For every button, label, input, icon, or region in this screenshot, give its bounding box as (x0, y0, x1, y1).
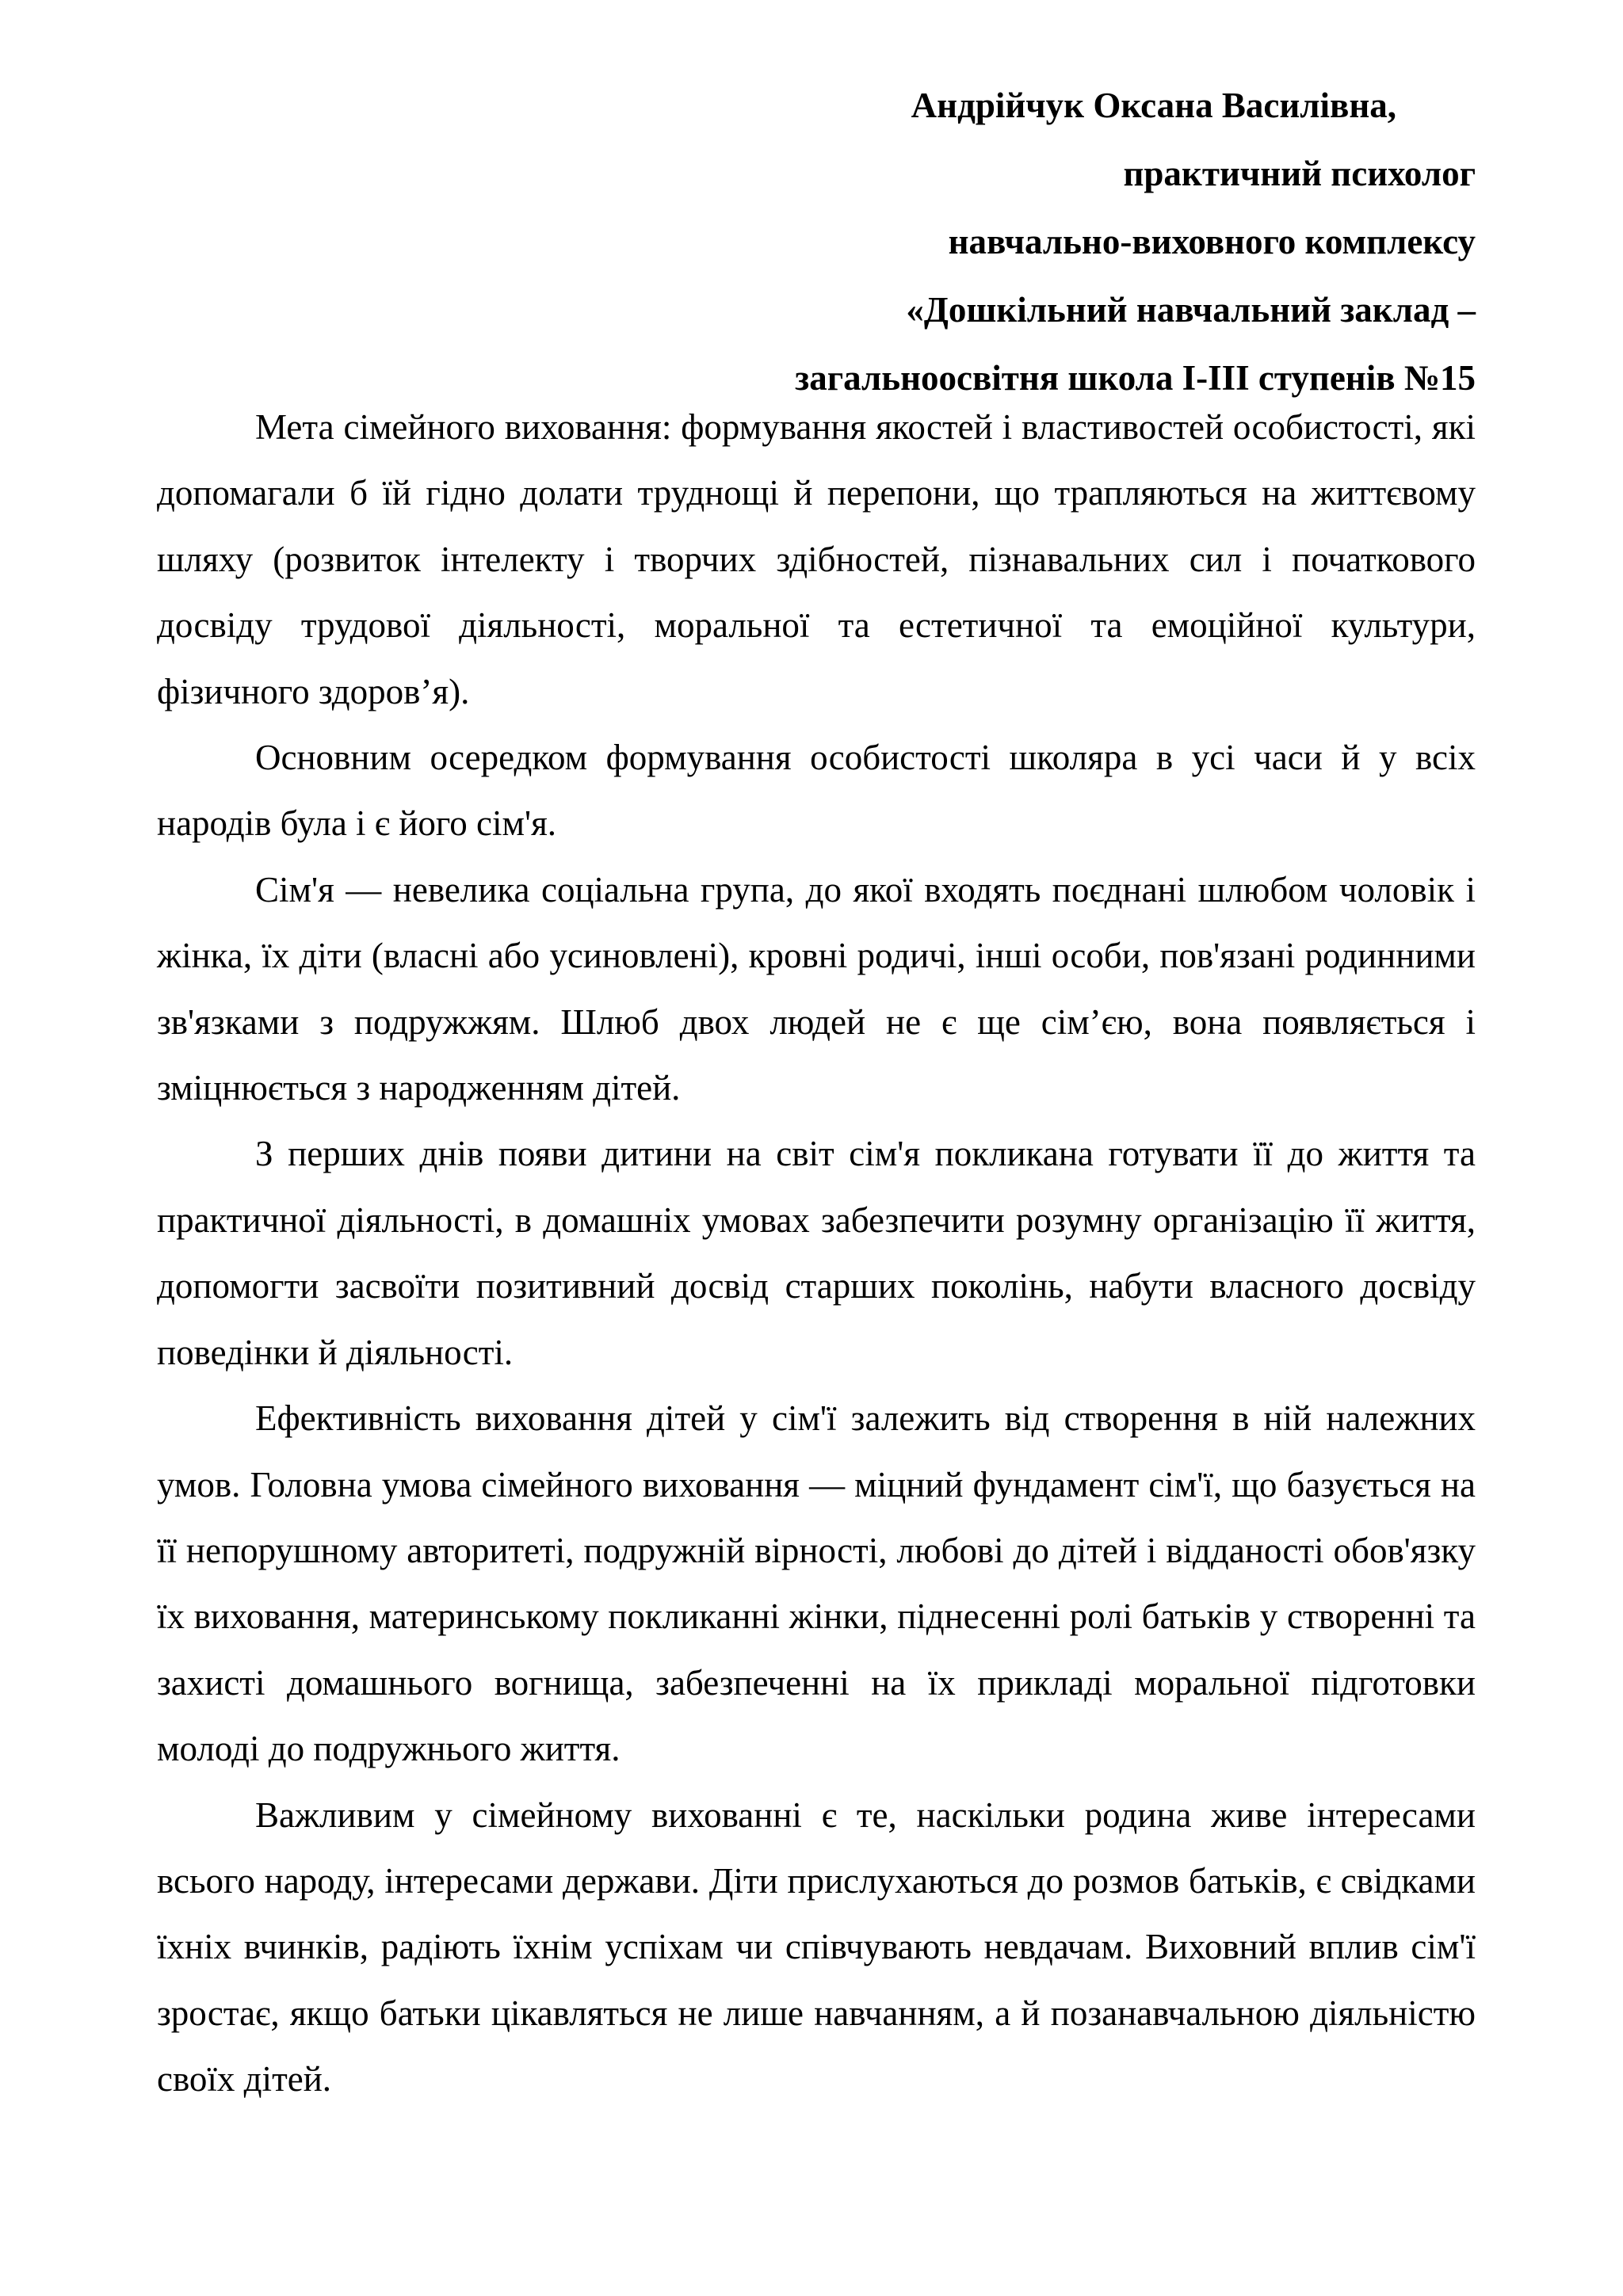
document-body (157, 395, 1476, 2113)
author-position: практичний психолог (1123, 154, 1476, 193)
institution-line-3: загальноосвітня школа І-ІІІ ступенів №15 (795, 358, 1476, 398)
paragraph-family-core: Основним осередком формування особистості школяра в усі часи й у всіх народів була і є його сім'я. (157, 738, 1476, 844)
institution-line-2: «Дошкільний навчальний заклад – (906, 290, 1476, 330)
author-name: Андрійчук Оксана Василівна, (911, 86, 1396, 125)
paragraph-importance: Важливим у сімейному вихованні є те, наскільки родина живе інтересами всього народу, інтересами держави. Діти прислухаються до розмов батьків, є свідками їхніх вчинків, радіють їхнім успіхам чи співчувають невдачам. Виховний вплив сім'ї зростає, якщо батьки цікавляться не лише навчанням, а й позанавчальною діяльністю своїх дітей. (157, 1794, 1476, 2100)
paragraph-early-days: З перших днів появи дитини на світ сім'я покликана готувати її до життя та практичної діяльності, в домашніх умовах забезпечити розумну організацію її життя, допомогти засвоїти позитивний досвід старших поколінь, набути власного досвіду поведінки й діяльності. (157, 1134, 1476, 1372)
author-header (634, 71, 1476, 412)
institution-line-1: навчально-виховного комплексу (948, 222, 1476, 261)
paragraph-purpose: Мета сімейного виховання: формування якостей і властивостей особистості, які допомагали б їй гідно долати труднощі й перепони, що трапляються на життєвому шляху (розвиток інтелекту і творчих здібностей, пізнавальних сил і початкового досвіду трудової діяльності, моральної та естетичної та емоційної культури, фізичного здоров’я). (157, 407, 1476, 711)
paragraph-family-definition: Сім'я — невелика соціальна група, до якої входять поєднані шлюбом чоловік і жінка, їх діти (власні або усиновлені), кровні родичі, інші особи, пов'язані родинними зв'язками з подружжям. Шлюб двох людей не є ще сім’єю, вона появляється і зміцнюється з народженням дітей. (157, 869, 1476, 1108)
paragraph-effectiveness: Ефективність виховання дітей у сім'ї залежить від створення в ній належних умов. Головна умова сімейного виховання — міцний фундамент сім'ї, що базується на її непорушному авторитеті, подружній вірності, любові до дітей і відданості обов'язку їх виховання, материнському покликанні жінки, піднесенні ролі батьків у створенні та захисті домашнього вогнища, забезпеченні на їх прикладі моральної підготовки молоді до подружнього життя. (157, 1398, 1476, 1769)
